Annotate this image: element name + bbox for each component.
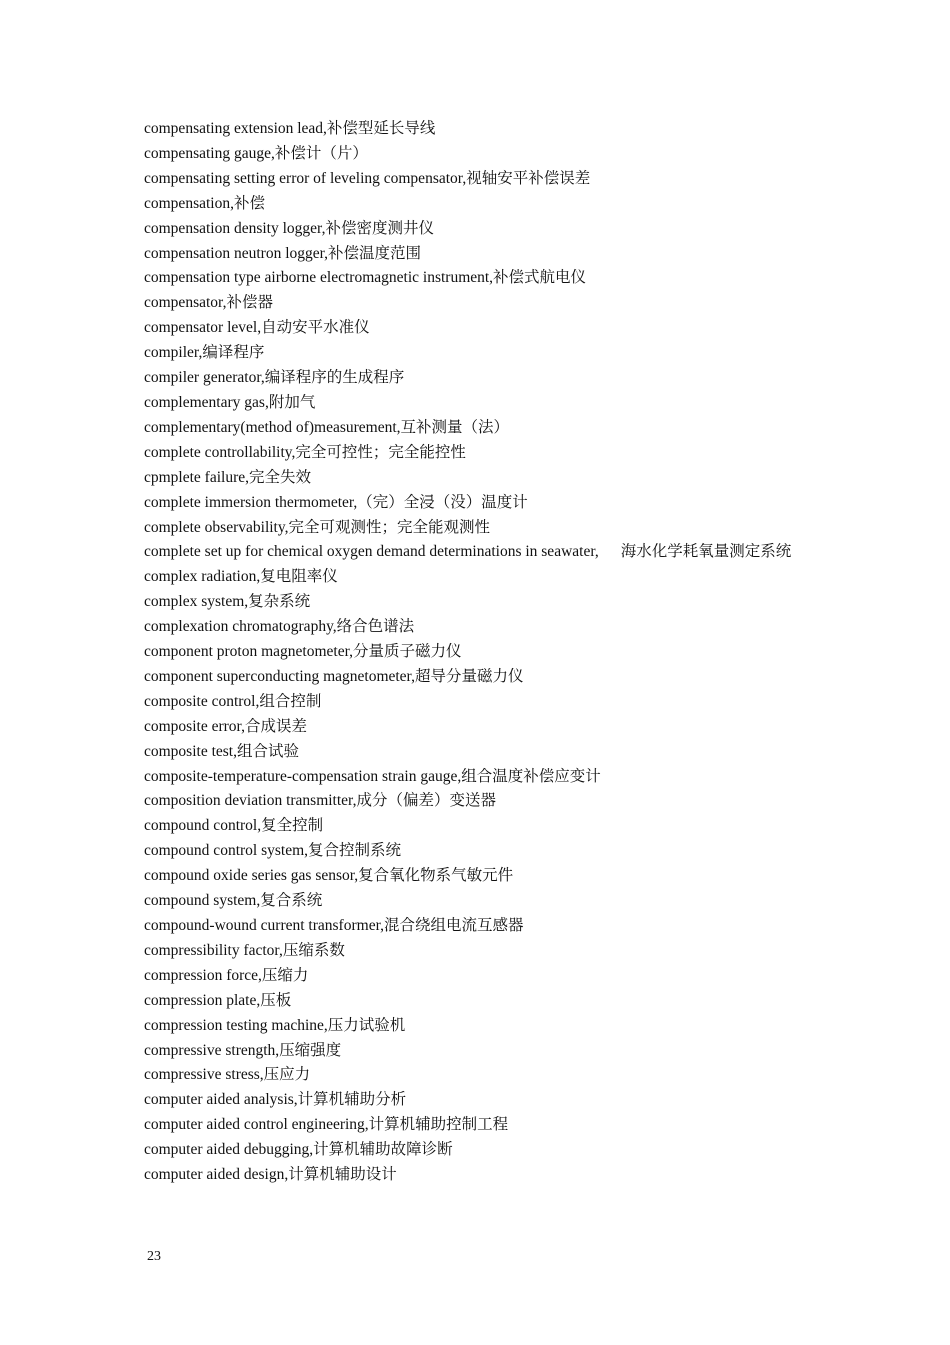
glossary-entry: compression testing machine,压力试验机 (144, 1016, 406, 1034)
glossary-entry: component proton magnetometer,分量质子磁力仪 (144, 643, 462, 661)
glossary-entry: complex radiation,复电阻率仪 (144, 568, 338, 586)
glossary-entry: compound oxide series gas sensor,复合氧化物系气敏元件 (144, 867, 514, 885)
glossary-entry: computer aided design,计算机辅助设计 (144, 1166, 397, 1184)
glossary-entry: compensation type airborne electromagnetic instrument,补偿式航电仪 (144, 269, 587, 287)
glossary-term: complete set up for chemical oxygen demand determinations in seawater, (144, 543, 599, 561)
glossary-entry: complete immersion thermometer,（完）全浸（没）温度计 (144, 493, 528, 511)
glossary-entry: complete controllability,完全可控性；完全能控性 (144, 443, 466, 461)
glossary-entry: compression plate,压板 (144, 991, 292, 1009)
glossary-entry: complete observability,完全可观测性；完全能观测性 (144, 518, 490, 536)
glossary-entry: compensating gauge,补偿计（片） (144, 144, 368, 162)
glossary-entry: compensation,补偿 (144, 194, 265, 212)
glossary-entry: compound control,复全控制 (144, 817, 324, 835)
glossary-entry-wrapped (144, 540, 824, 565)
glossary-entry: compressibility factor,压缩系数 (144, 941, 345, 959)
glossary-entry: composite control,组合控制 (144, 692, 322, 710)
glossary-entry: compensator level,自动安平水准仪 (144, 319, 370, 337)
glossary-entry: complementary(method of)measurement,互补测量（法） (144, 418, 510, 436)
glossary-entry: compound-wound current transformer,混合绕组电流互感器 (144, 917, 524, 934)
glossary-entry: compensating setting error of leveling compensator,视轴安平补偿误差 (144, 169, 591, 187)
glossary-entry: complementary gas,附加气 (144, 393, 316, 411)
glossary-entry: complex system,复杂系统 (144, 593, 311, 611)
glossary-entry: compensating extension lead,补偿型延长导线 (144, 120, 436, 137)
glossary-entry: component superconducting magnetometer,超导分量磁力仪 (144, 667, 524, 685)
glossary-entry: computer aided analysis,计算机辅助分析 (144, 1091, 407, 1109)
glossary-entry: compensator,补偿器 (144, 294, 273, 312)
glossary-entry: compensation density logger,补偿密度测井仪 (144, 219, 434, 237)
glossary-entry: compiler,编译程序 (144, 344, 265, 362)
glossary-entry: compression force,压缩力 (144, 966, 309, 984)
glossary-entry: computer aided control engineering,计算机辅助控制工程 (144, 1116, 509, 1134)
page-number: 23 (147, 1249, 161, 1264)
glossary-entry: compressive stress,压应力 (144, 1066, 311, 1084)
glossary-entry: composite-temperature-compensation strain gauge,组合温度补偿应变计 (144, 767, 601, 785)
glossary-entry: compensation neutron logger,补偿温度范围 (144, 244, 422, 262)
glossary-entry: complexation chromatography,络合色谱法 (144, 618, 415, 636)
glossary-entry: compressive strength,压缩强度 (144, 1041, 342, 1059)
glossary-entry: composition deviation transmitter,成分（偏差）变送器 (144, 792, 496, 810)
glossary-entry: compiler generator,编译程序的生成程序 (144, 369, 405, 387)
glossary-entry: computer aided debugging,计算机辅助故障诊断 (144, 1141, 453, 1159)
glossary-translation: 海水化学耗氧量测定系统 (620, 543, 792, 561)
glossary-entry: composite error,合成误差 (144, 717, 307, 735)
glossary-entry: compound system,复合系统 (144, 892, 323, 910)
glossary-entry: cpmplete failure,完全失效 (144, 468, 312, 486)
glossary-entry: composite test,组合试验 (144, 742, 299, 760)
glossary-entry-list (144, 117, 824, 1188)
glossary-entry: compound control system,复合控制系统 (144, 842, 402, 860)
